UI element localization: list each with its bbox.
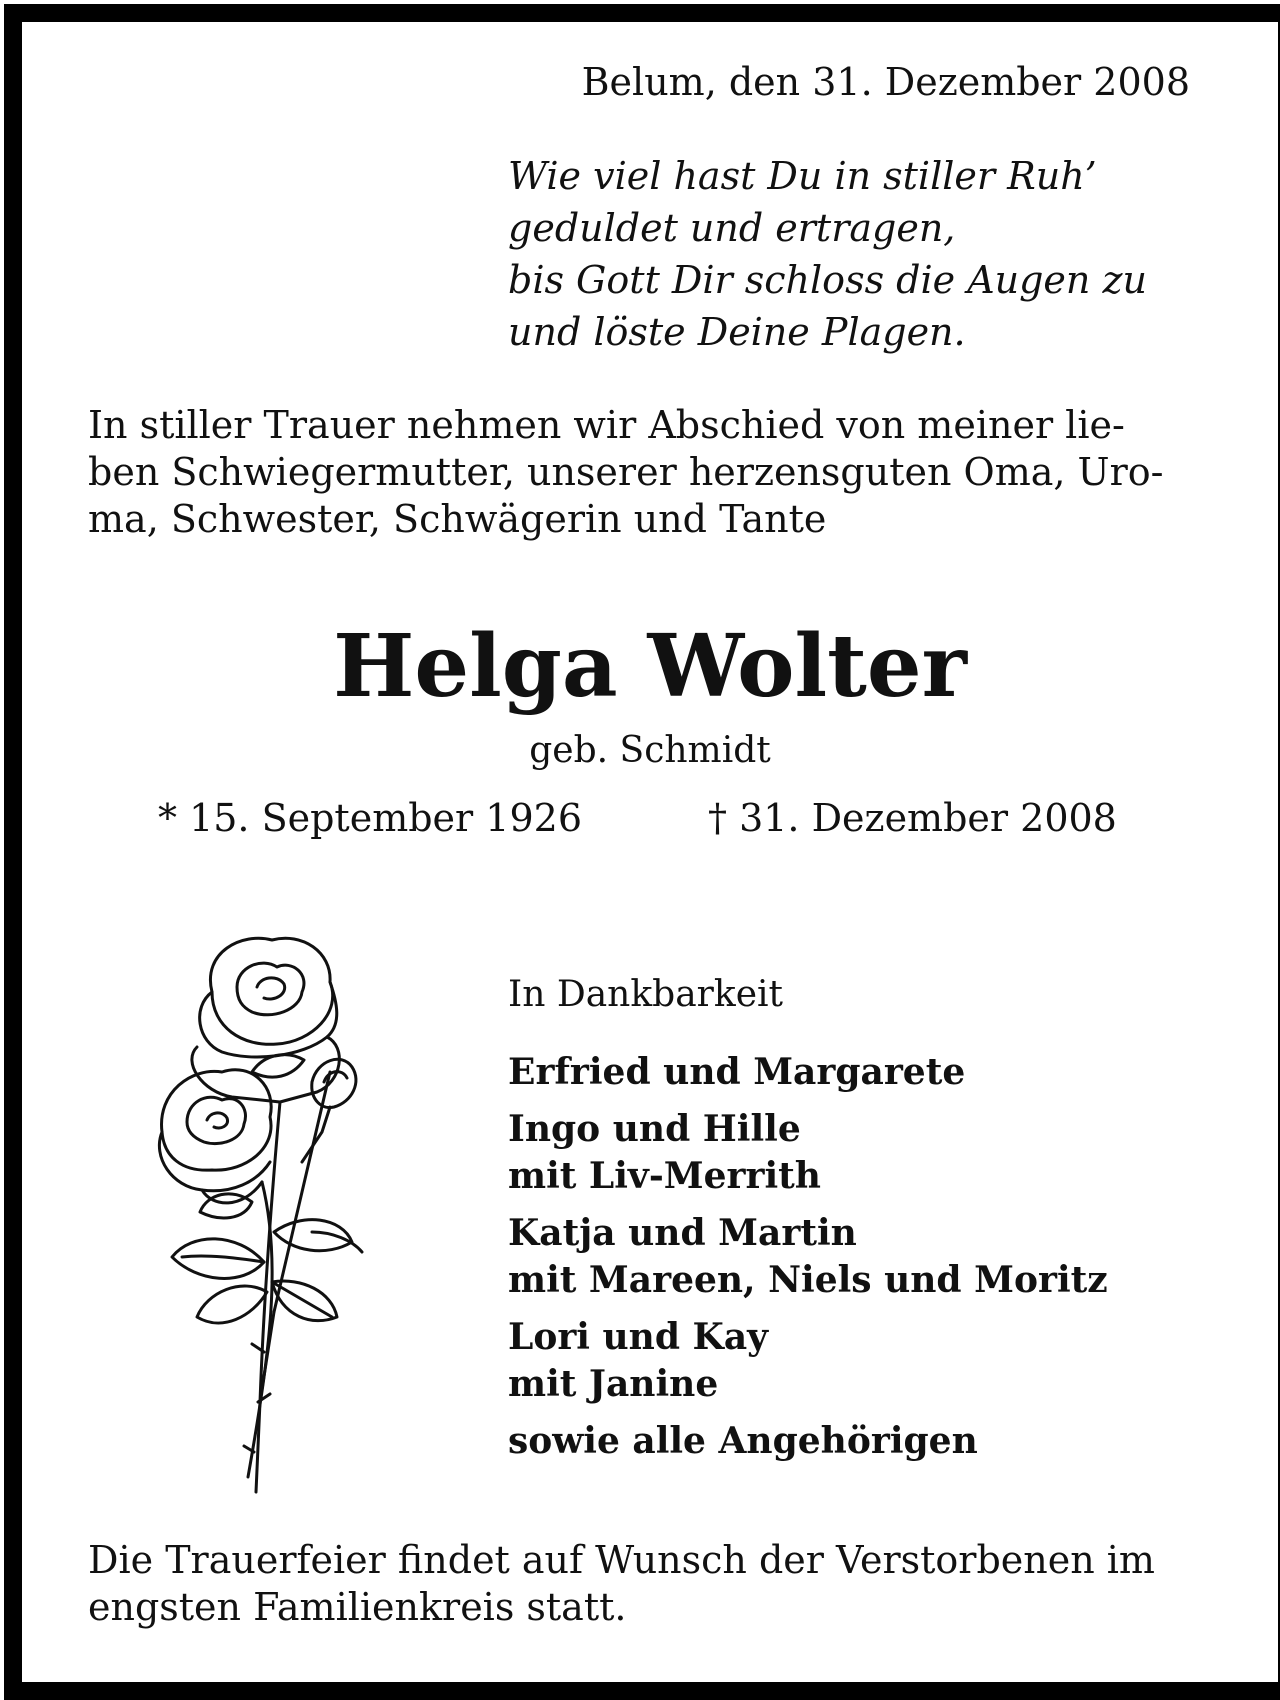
date-line: Belum, den 31. Dezember 2008 xyxy=(581,60,1190,104)
poem-line: Wie viel hast Du in stiller Ruh’ xyxy=(508,154,1097,198)
family-group xyxy=(508,1314,1188,1408)
poem xyxy=(508,150,1208,358)
family-line: mit Mareen, Niels und Moritz xyxy=(508,1259,1108,1301)
thanks-label: In Dankbarkeit xyxy=(508,974,783,1015)
family-group xyxy=(508,1049,1188,1096)
family-line: mit Liv-Merrith xyxy=(508,1155,821,1197)
closing-line: engsten Familienkreis statt. xyxy=(88,1585,627,1629)
notice-border xyxy=(4,4,1280,1700)
family-line: Erfried und Margarete xyxy=(508,1051,966,1093)
rose-illustration-icon xyxy=(152,932,422,1502)
intro-line: ma, Schwester, Schwägerin und Tante xyxy=(88,497,827,541)
death-date: † 31. Dezember 2008 xyxy=(708,796,1117,840)
intro-text xyxy=(88,402,1198,543)
maiden-name: geb. Schmidt xyxy=(529,730,771,771)
poem-line: bis Gott Dir schloss die Augen zu xyxy=(508,258,1147,302)
family-list xyxy=(508,1049,1188,1475)
family-line: Ingo und Hille xyxy=(508,1108,801,1150)
closing-text xyxy=(88,1537,1208,1631)
family-group xyxy=(508,1210,1188,1304)
poem-line: und löste Deine Plagen. xyxy=(508,310,966,354)
poem-line: geduldet und ertragen, xyxy=(508,206,956,250)
birth-date: * 15. September 1926 xyxy=(158,796,582,840)
family-line: Lori und Kay xyxy=(508,1316,769,1358)
family-line: mit Janine xyxy=(508,1363,719,1405)
family-line: sowie alle Angehörigen xyxy=(508,1420,978,1462)
family-line: Katja und Martin xyxy=(508,1212,857,1254)
obituary-notice xyxy=(22,22,1278,1682)
family-group xyxy=(508,1106,1188,1200)
intro-line: ben Schwiegermutter, unserer herzensguten Oma, Uro- xyxy=(88,450,1164,494)
closing-line: Die Trauerfeier findet auf Wunsch der Verstorbenen im xyxy=(88,1538,1155,1582)
family-group xyxy=(508,1418,1188,1465)
deceased-name: Helga Wolter xyxy=(333,616,967,717)
intro-line: In stiller Trauer nehmen wir Abschied von meiner lie- xyxy=(88,403,1125,447)
